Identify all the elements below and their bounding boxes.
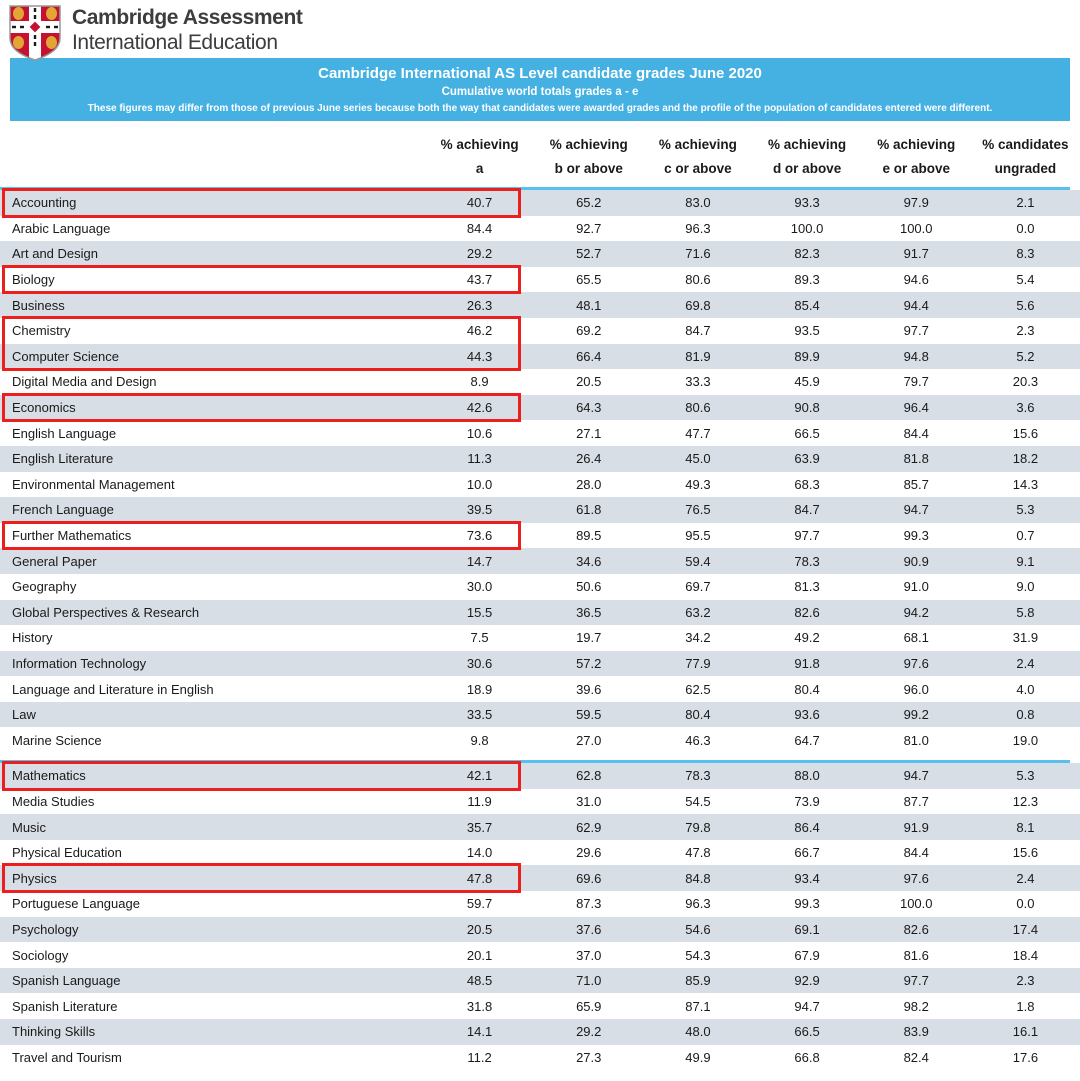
value-cell: 62.5 <box>685 681 711 697</box>
value-cell: 54.6 <box>685 921 711 937</box>
value-cell: 92.7 <box>576 220 602 236</box>
value-cell: 65.2 <box>576 195 602 211</box>
table-row <box>0 625 1080 651</box>
value-cell: 54.3 <box>685 947 711 963</box>
value-cell: 82.6 <box>794 604 820 620</box>
subject-cell: Psychology <box>12 921 79 937</box>
value-cell: 15.6 <box>1012 425 1039 441</box>
value-cell: 19.0 <box>1012 732 1039 748</box>
value-cell: 3.6 <box>1016 400 1035 416</box>
subject-cell: Computer Science <box>12 348 119 364</box>
value-cell: 26.4 <box>576 451 602 467</box>
value-cell: 100.0 <box>899 896 933 912</box>
value-cell: 64.3 <box>576 400 602 416</box>
value-cell: 28.0 <box>576 476 602 492</box>
value-cell: 35.7 <box>466 819 493 835</box>
value-cell: 2.1 <box>1016 195 1035 211</box>
subject-cell: English Literature <box>12 451 114 467</box>
value-cell: 94.7 <box>903 768 929 784</box>
document-subtitle: Cumulative world totals grades a - e <box>441 86 639 98</box>
subject-cell: Music <box>12 819 46 835</box>
value-cell: 39.5 <box>466 502 493 518</box>
value-cell: 94.7 <box>903 502 929 518</box>
subject-cell: Spanish Language <box>12 973 121 989</box>
value-cell: 27.0 <box>576 732 602 748</box>
page-break-gap <box>0 753 1080 760</box>
value-cell: 81.9 <box>685 348 711 364</box>
table-row <box>0 968 1080 994</box>
subject-cell: Geography <box>12 579 77 595</box>
table-row <box>0 318 1080 344</box>
value-cell: 89.9 <box>794 348 820 364</box>
value-cell: 63.2 <box>685 604 711 620</box>
subject-column-header <box>0 133 425 181</box>
column-header: % achieving e or above <box>877 137 956 176</box>
value-cell: 96.0 <box>903 681 929 697</box>
subject-cell: Economics <box>12 400 76 416</box>
value-cell: 47.8 <box>466 870 493 886</box>
subject-cell: English Language <box>12 425 117 441</box>
grades-table <box>0 130 1080 1070</box>
value-cell: 0.8 <box>1016 707 1035 723</box>
value-cell: 17.4 <box>1012 921 1039 937</box>
value-cell: 45.0 <box>685 451 711 467</box>
value-cell: 57.2 <box>576 655 602 671</box>
value-cell: 79.7 <box>903 374 929 390</box>
value-cell: 11.3 <box>467 451 492 467</box>
banner <box>10 58 1070 121</box>
column-header: % achieving b or above <box>549 137 628 176</box>
logo <box>0 0 1080 56</box>
table-row <box>0 446 1080 472</box>
table-row <box>0 548 1080 574</box>
logo-text <box>72 4 302 55</box>
table-row <box>0 190 1080 216</box>
cambridge-shield-icon <box>8 4 62 62</box>
value-cell: 33.5 <box>466 707 493 723</box>
table-row <box>0 942 1080 968</box>
table-row <box>0 993 1080 1019</box>
value-cell: 81.0 <box>903 732 929 748</box>
value-cell: 27.3 <box>576 1049 602 1065</box>
subject-cell: Spanish Literature <box>12 998 118 1014</box>
table-row <box>0 600 1080 626</box>
value-cell: 11.2 <box>467 1049 492 1065</box>
value-cell: 40.7 <box>466 195 493 211</box>
value-cell: 14.7 <box>466 553 493 569</box>
value-cell: 16.1 <box>1012 1024 1039 1040</box>
table-row <box>0 216 1080 242</box>
value-cell: 84.8 <box>685 870 711 886</box>
value-cell: 2.4 <box>1016 655 1035 671</box>
value-cell: 5.8 <box>1016 604 1035 620</box>
value-cell: 84.4 <box>903 425 929 441</box>
value-cell: 97.6 <box>903 655 929 671</box>
value-cell: 59.4 <box>685 553 711 569</box>
table-row <box>0 420 1080 446</box>
subject-cell: Further Mathematics <box>12 528 132 544</box>
value-cell: 68.3 <box>794 476 820 492</box>
value-cell: 99.3 <box>794 896 820 912</box>
value-cell: 96.3 <box>685 220 711 236</box>
value-cell: 87.1 <box>685 998 711 1014</box>
value-cell: 14.0 <box>466 845 493 861</box>
value-cell: 48.0 <box>685 1024 711 1040</box>
value-cell: 47.7 <box>685 425 711 441</box>
value-cell: 34.6 <box>576 553 602 569</box>
value-cell: 81.6 <box>903 947 929 963</box>
table-row <box>0 917 1080 943</box>
value-cell: 2.3 <box>1016 973 1035 989</box>
value-cell: 46.2 <box>466 323 493 339</box>
value-cell: 31.0 <box>576 793 602 809</box>
value-cell: 5.3 <box>1016 502 1035 518</box>
value-cell: 42.6 <box>466 400 493 416</box>
value-cell: 84.7 <box>794 502 820 518</box>
table-row <box>0 395 1080 421</box>
document-title: Cambridge International AS Level candidate grades June 2020 <box>318 65 762 82</box>
org-name-line2: International Education <box>72 31 278 54</box>
table-row <box>0 865 1080 891</box>
subject-cell: Law <box>12 707 36 723</box>
value-cell: 67.9 <box>794 947 820 963</box>
value-cell: 17.6 <box>1012 1049 1039 1065</box>
column-header: % achieving d or above <box>768 137 847 176</box>
subject-cell: Accounting <box>12 195 77 211</box>
value-cell: 66.4 <box>576 348 602 364</box>
table-header-row <box>0 130 1080 187</box>
value-cell: 54.5 <box>685 793 711 809</box>
value-cell: 31.8 <box>466 998 493 1014</box>
value-cell: 69.6 <box>576 870 602 886</box>
value-cell: 90.8 <box>794 400 820 416</box>
value-cell: 85.7 <box>903 476 929 492</box>
subject-cell: Environmental Management <box>12 476 175 492</box>
value-cell: 82.4 <box>903 1049 929 1065</box>
value-cell: 20.5 <box>466 921 493 937</box>
table-row <box>0 497 1080 523</box>
value-cell: 80.4 <box>794 681 820 697</box>
value-cell: 8.1 <box>1016 819 1035 835</box>
value-cell: 46.3 <box>685 732 711 748</box>
table-row <box>0 369 1080 395</box>
value-cell: 0.0 <box>1016 896 1035 912</box>
value-cell: 69.8 <box>685 297 711 313</box>
value-cell: 18.4 <box>1012 947 1039 963</box>
value-cell: 69.2 <box>576 323 602 339</box>
value-cell: 26.3 <box>466 297 493 313</box>
value-cell: 93.3 <box>794 195 820 211</box>
table-row <box>0 344 1080 370</box>
value-cell: 59.7 <box>466 896 493 912</box>
value-cell: 20.3 <box>1012 374 1039 390</box>
value-cell: 91.8 <box>794 655 820 671</box>
subject-cell: Media Studies <box>12 793 95 809</box>
value-cell: 89.5 <box>576 528 602 544</box>
subject-cell: Chemistry <box>12 323 71 339</box>
subject-cell: Travel and Tourism <box>12 1049 122 1065</box>
table-row <box>0 574 1080 600</box>
value-cell: 94.2 <box>903 604 929 620</box>
subject-cell: French Language <box>12 502 114 518</box>
value-cell: 99.3 <box>903 528 929 544</box>
subject-cell: Portuguese Language <box>12 896 140 912</box>
value-cell: 94.8 <box>903 348 929 364</box>
value-cell: 95.5 <box>685 528 711 544</box>
value-cell: 29.2 <box>576 1024 602 1040</box>
value-cell: 90.9 <box>903 553 929 569</box>
value-cell: 80.6 <box>685 400 711 416</box>
value-cell: 5.2 <box>1016 348 1035 364</box>
value-cell: 96.3 <box>685 896 711 912</box>
value-cell: 68.1 <box>903 630 929 646</box>
value-cell: 8.3 <box>1016 246 1035 262</box>
value-cell: 91.0 <box>903 579 929 595</box>
value-cell: 100.0 <box>790 220 824 236</box>
table-row <box>0 523 1080 549</box>
column-header: % achieving a <box>440 137 519 176</box>
value-cell: 91.7 <box>903 246 929 262</box>
value-cell: 43.7 <box>466 272 493 288</box>
value-cell: 15.6 <box>1012 845 1039 861</box>
table-row <box>0 241 1080 267</box>
value-cell: 89.3 <box>794 272 820 288</box>
value-cell: 99.2 <box>903 707 929 723</box>
value-cell: 10.0 <box>466 476 493 492</box>
value-cell: 34.2 <box>685 630 711 646</box>
value-cell: 44.3 <box>466 348 493 364</box>
value-cell: 5.4 <box>1016 272 1035 288</box>
value-cell: 84.4 <box>466 220 493 236</box>
value-cell: 79.8 <box>685 819 711 835</box>
value-cell: 9.8 <box>470 732 489 748</box>
value-cell: 62.8 <box>576 768 602 784</box>
value-cell: 4.0 <box>1016 681 1035 697</box>
value-cell: 48.5 <box>466 973 493 989</box>
value-cell: 61.8 <box>576 502 602 518</box>
org-name-line1: Cambridge Assessment <box>72 6 303 29</box>
table-row <box>0 840 1080 866</box>
value-cell: 88.0 <box>794 768 820 784</box>
value-cell: 39.6 <box>576 681 602 697</box>
column-header: % candidates ungraded <box>982 137 1069 176</box>
value-cell: 94.6 <box>903 272 929 288</box>
value-cell: 18.9 <box>466 681 493 697</box>
table-row <box>0 651 1080 677</box>
value-cell: 86.4 <box>794 819 820 835</box>
value-cell: 9.0 <box>1016 579 1035 595</box>
table-row <box>0 702 1080 728</box>
value-cell: 71.0 <box>576 973 602 989</box>
value-cell: 50.6 <box>576 579 602 595</box>
value-cell: 11.9 <box>467 793 492 809</box>
value-cell: 59.5 <box>576 707 602 723</box>
value-cell: 76.5 <box>685 502 711 518</box>
table-row <box>0 1045 1080 1071</box>
subject-cell: Thinking Skills <box>12 1024 96 1040</box>
table-row <box>0 763 1080 789</box>
value-cell: 97.7 <box>903 323 929 339</box>
value-cell: 97.9 <box>903 195 929 211</box>
value-cell: 85.4 <box>794 297 820 313</box>
subject-cell: Art and Design <box>12 246 98 262</box>
value-cell: 37.0 <box>576 947 602 963</box>
value-cell: 97.7 <box>794 528 820 544</box>
value-cell: 62.9 <box>576 819 602 835</box>
table-row <box>0 727 1080 753</box>
subject-cell: Information Technology <box>12 655 147 671</box>
value-cell: 94.4 <box>903 297 929 313</box>
value-cell: 87.7 <box>903 793 929 809</box>
column-header: % achieving c or above <box>658 137 737 176</box>
value-cell: 78.3 <box>794 553 820 569</box>
table-row <box>0 292 1080 318</box>
value-cell: 80.6 <box>685 272 711 288</box>
value-cell: 33.3 <box>685 374 711 390</box>
value-cell: 2.3 <box>1016 323 1035 339</box>
value-cell: 83.0 <box>685 195 711 211</box>
value-cell: 0.7 <box>1016 528 1035 544</box>
value-cell: 37.6 <box>576 921 602 937</box>
value-cell: 9.1 <box>1016 553 1035 569</box>
value-cell: 96.4 <box>903 400 929 416</box>
value-cell: 52.7 <box>576 246 602 262</box>
value-cell: 29.6 <box>576 845 602 861</box>
value-cell: 19.7 <box>576 630 602 646</box>
subject-cell: Business <box>12 297 65 313</box>
value-cell: 49.3 <box>685 476 711 492</box>
value-cell: 45.9 <box>794 374 820 390</box>
value-cell: 0.0 <box>1016 220 1035 236</box>
table-row <box>0 472 1080 498</box>
value-cell: 2.4 <box>1016 870 1035 886</box>
table-row <box>0 814 1080 840</box>
value-cell: 69.1 <box>794 921 820 937</box>
value-cell: 92.9 <box>794 973 820 989</box>
value-cell: 63.9 <box>794 451 820 467</box>
value-cell: 81.3 <box>794 579 820 595</box>
value-cell: 94.7 <box>794 998 820 1014</box>
value-cell: 71.6 <box>685 246 711 262</box>
table-row <box>0 891 1080 917</box>
subject-cell: Sociology <box>12 947 69 963</box>
value-cell: 69.7 <box>685 579 711 595</box>
value-cell: 20.5 <box>576 374 602 390</box>
value-cell: 93.4 <box>794 870 820 886</box>
value-cell: 14.3 <box>1012 476 1039 492</box>
value-cell: 87.3 <box>576 896 602 912</box>
subject-cell: Global Perspectives & Research <box>12 604 200 620</box>
value-cell: 48.1 <box>576 297 602 313</box>
value-cell: 49.9 <box>685 1049 711 1065</box>
value-cell: 1.8 <box>1016 998 1035 1014</box>
value-cell: 65.9 <box>576 998 602 1014</box>
subject-cell: Biology <box>12 272 55 288</box>
document-note: These figures may differ from those of previous June series because both the way that candidates were awarded grades and the profile of the population of candidates entered were different. <box>87 103 993 114</box>
subject-cell: General Paper <box>12 553 97 569</box>
value-cell: 8.9 <box>470 374 489 390</box>
subject-cell: Physics <box>12 870 57 886</box>
value-cell: 81.8 <box>903 451 929 467</box>
value-cell: 82.3 <box>794 246 820 262</box>
value-cell: 15.5 <box>466 604 493 620</box>
value-cell: 73.6 <box>466 528 493 544</box>
subject-cell: Language and Literature in English <box>12 681 214 697</box>
value-cell: 73.9 <box>794 793 820 809</box>
value-cell: 78.3 <box>685 768 711 784</box>
table-row <box>0 676 1080 702</box>
value-cell: 5.3 <box>1016 768 1035 784</box>
value-cell: 97.7 <box>903 973 929 989</box>
value-cell: 84.4 <box>903 845 929 861</box>
value-cell: 97.6 <box>903 870 929 886</box>
value-cell: 84.7 <box>685 323 711 339</box>
value-cell: 65.5 <box>576 272 602 288</box>
table-row <box>0 1019 1080 1045</box>
subject-cell: Physical Education <box>12 845 122 861</box>
value-cell: 77.9 <box>685 655 711 671</box>
value-cell: 10.6 <box>466 425 493 441</box>
value-cell: 91.9 <box>903 819 929 835</box>
value-cell: 47.8 <box>685 845 711 861</box>
value-cell: 100.0 <box>899 220 933 236</box>
value-cell: 30.0 <box>466 579 493 595</box>
value-cell: 18.2 <box>1012 451 1039 467</box>
value-cell: 82.6 <box>903 921 929 937</box>
table-row <box>0 789 1080 815</box>
value-cell: 12.3 <box>1012 793 1039 809</box>
value-cell: 20.1 <box>466 947 493 963</box>
value-cell: 66.5 <box>794 425 820 441</box>
value-cell: 64.7 <box>794 732 820 748</box>
subject-cell: Arabic Language <box>12 220 111 236</box>
value-cell: 80.4 <box>685 707 711 723</box>
value-cell: 29.2 <box>466 246 493 262</box>
subject-cell: Marine Science <box>12 732 102 748</box>
value-cell: 49.2 <box>794 630 820 646</box>
value-cell: 14.1 <box>466 1024 493 1040</box>
value-cell: 42.1 <box>466 768 493 784</box>
value-cell: 27.1 <box>576 425 602 441</box>
value-cell: 66.8 <box>794 1049 820 1065</box>
value-cell: 66.5 <box>794 1024 820 1040</box>
table-body <box>0 190 1080 1070</box>
value-cell: 36.5 <box>576 604 602 620</box>
value-cell: 31.9 <box>1012 630 1039 646</box>
value-cell: 93.5 <box>794 323 820 339</box>
value-cell: 7.5 <box>470 630 489 646</box>
subject-cell: Digital Media and Design <box>12 374 157 390</box>
subject-cell: Mathematics <box>12 768 86 784</box>
subject-cell: History <box>12 630 53 646</box>
value-cell: 83.9 <box>903 1024 929 1040</box>
value-cell: 66.7 <box>794 845 820 861</box>
value-cell: 98.2 <box>903 998 929 1014</box>
value-cell: 5.6 <box>1016 297 1035 313</box>
value-cell: 85.9 <box>685 973 711 989</box>
table-row <box>0 267 1080 293</box>
value-cell: 30.6 <box>466 655 493 671</box>
value-cell: 93.6 <box>794 707 820 723</box>
